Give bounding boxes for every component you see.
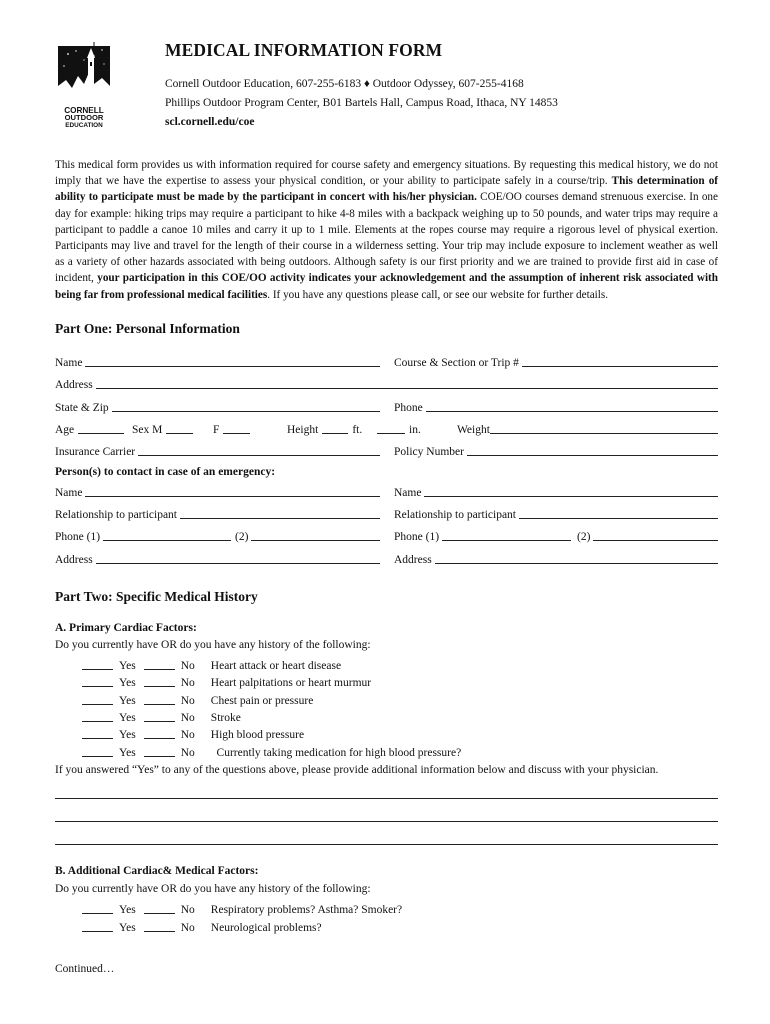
question-chest-pain[interactable]: Yes No Chest pain or pressure <box>82 691 313 707</box>
cornell-outdoor-education-logo <box>54 40 116 128</box>
row-emergency-phones <box>55 527 718 543</box>
yes-blank[interactable] <box>82 692 113 705</box>
contact1-phone1-field[interactable]: Phone (1) <box>55 527 231 543</box>
question-respiratory[interactable]: Yes No Respiratory problems? Asthma? Smoker? <box>82 900 402 916</box>
additional-info-line-3[interactable] <box>55 844 718 845</box>
header-contact-line: Cornell Outdoor Education, 607-255-6183 ♦ Outdoor Odyssey, 607-255-4168 <box>165 78 524 90</box>
yes-blank[interactable] <box>82 726 113 739</box>
contact2-phone1-field[interactable]: Phone (1) <box>394 527 571 543</box>
continued-note: Continued… <box>55 963 115 975</box>
no-blank[interactable] <box>144 692 175 705</box>
question-heart-attack[interactable]: Yes No Heart attack or heart disease <box>82 656 341 672</box>
row-emergency-names <box>55 483 718 499</box>
state-zip-field[interactable]: State & Zip <box>55 398 380 414</box>
height-ft-field[interactable]: Height ft. <box>287 420 362 436</box>
question-high-blood-pressure[interactable]: Yes No High blood pressure <box>82 725 304 741</box>
name-field[interactable]: Name <box>55 353 380 369</box>
section-a-prompt: Do you currently have OR do you have any history of the following: <box>55 639 371 651</box>
svg-text:OUTDOOR: OUTDOOR <box>64 113 104 122</box>
question-stroke[interactable]: Yes No Stroke <box>82 708 241 724</box>
no-blank[interactable] <box>144 919 175 932</box>
phone-field[interactable]: Phone <box>394 398 718 414</box>
question-heart-palpitations[interactable]: Yes No Heart palpitations or heart murmur <box>82 673 371 689</box>
additional-info-line-1[interactable] <box>55 798 718 799</box>
row-emergency-relationship <box>55 505 718 521</box>
row-emergency-addresses <box>55 550 718 566</box>
intro-paragraph: This medical form provides us with information required for course safety and emergency situations. By requesting this medical history, we do not imply that we have the expertise to assess your physical condition, or your ability to participate safely in a course/trip. This determination of ability to participate must be made by the participant in concert with his/her physician. COE/OO courses demand strenuous exercise. In one day for example: hiking trips may require a participant to hike 4-8 miles with a backpack weighing up to 50 pounds, and water trips may require a participant to paddle a canoe 10 miles and carry it up to 1 mile. Elements at the ropes course may require a rigorous level of physical exertion. Participants may live and travel for the length of their course in a wilderness setting. Your trip may include exposure to inclement weather as well as a variety of other hazards associated with being outdoors. Although safety is our first priority and we are trained to provide first aid in case of incident, your participation in this COE/OO activity indicates your acknowledgement and the assumption of inherent risk associated with being far from professional medical facilities. If you have any questions please call, or see our website for further details. <box>55 159 719 301</box>
emergency-address-1-field[interactable]: Address <box>55 550 380 566</box>
question-bp-medication[interactable]: Yes No Currently taking medication for high blood pressure? <box>82 743 461 759</box>
yes-blank[interactable] <box>82 744 113 757</box>
yes-blank[interactable] <box>82 657 113 670</box>
address-field[interactable]: Address <box>55 375 718 391</box>
no-blank[interactable] <box>144 674 175 687</box>
section-a-heading: A. Primary Cardiac Factors: <box>55 622 197 634</box>
yes-blank[interactable] <box>82 709 113 722</box>
row-name-course <box>55 353 718 369</box>
svg-text:CORNELL: CORNELL <box>64 106 104 115</box>
no-blank[interactable] <box>144 726 175 739</box>
contact1-phone2-field[interactable]: (2) <box>235 527 380 543</box>
no-blank[interactable] <box>144 709 175 722</box>
row-address <box>55 375 718 391</box>
relationship-2-field[interactable]: Relationship to participant <box>394 505 718 521</box>
yes-blank[interactable] <box>82 674 113 687</box>
section-b-heading: B. Additional Cardiac& Medical Factors: <box>55 865 259 877</box>
sex-f-field[interactable]: F <box>213 420 254 436</box>
yes-blank[interactable] <box>82 901 113 914</box>
emergency-address-2-field[interactable]: Address <box>394 550 718 566</box>
header-address-line: Phillips Outdoor Program Center, B01 Bartels Hall, Campus Road, Ithaca, NY 14853 <box>165 97 558 109</box>
policy-number-field[interactable]: Policy Number <box>394 442 718 458</box>
form-title: MEDICAL INFORMATION FORM <box>165 40 443 60</box>
part-two-heading: Part Two: Specific Medical History <box>55 589 258 604</box>
age-field[interactable]: Age <box>55 420 128 436</box>
insurance-carrier-field[interactable]: Insurance Carrier <box>55 442 380 458</box>
weight-field[interactable]: Weight <box>457 420 718 436</box>
section-a-followup: If you answered “Yes” to any of the questions above, please provide additional information below and discuss with your physician. <box>55 764 659 776</box>
emergency-name-1-field[interactable]: Name <box>55 483 380 499</box>
course-section-field[interactable]: Course & Section or Trip # <box>394 353 718 369</box>
emergency-contact-heading: Person(s) to contact in case of an emergency: <box>55 466 276 478</box>
emergency-name-2-field[interactable]: Name <box>394 483 718 499</box>
no-blank[interactable] <box>144 901 175 914</box>
yes-blank[interactable] <box>82 919 113 932</box>
row-age-sex-height-weight <box>55 420 718 436</box>
row-insurance-policy <box>55 442 718 458</box>
sex-m-field[interactable]: Sex M <box>132 420 197 436</box>
no-blank[interactable] <box>144 744 175 757</box>
height-in-field[interactable]: in. <box>373 420 421 436</box>
section-b-prompt: Do you currently have OR do you have any history of the following: <box>55 883 371 895</box>
svg-text:EDUCATION: EDUCATION <box>65 122 103 128</box>
row-state-phone <box>55 398 718 414</box>
header-website: scl.cornell.edu/coe <box>165 116 255 128</box>
question-neurological[interactable]: Yes No Neurological problems? <box>82 918 322 934</box>
part-one-heading: Part One: Personal Information <box>55 321 240 336</box>
no-blank[interactable] <box>144 657 175 670</box>
additional-info-line-2[interactable] <box>55 821 718 822</box>
relationship-1-field[interactable]: Relationship to participant <box>55 505 380 521</box>
contact2-phone2-field[interactable]: (2) <box>577 527 718 543</box>
